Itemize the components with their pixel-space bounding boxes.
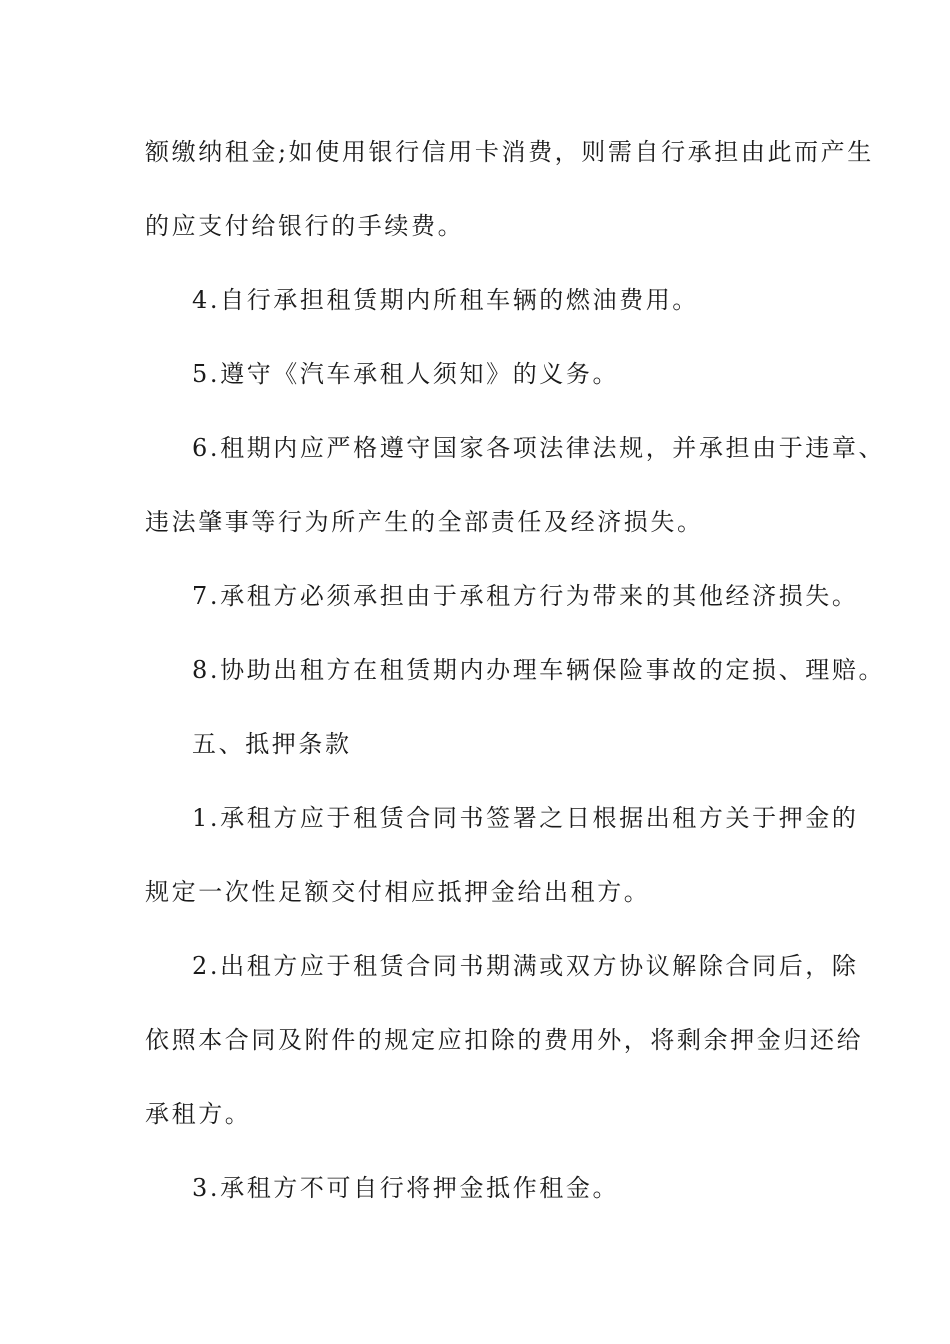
paragraph-line: 违法肇事等行为所产生的全部责任及经济损失。 bbox=[145, 508, 704, 536]
list-item-5: 5.遵守《汽车承租人须知》的义务。 bbox=[192, 360, 620, 388]
list-item-6: 6.租期内应严格遵守国家各项法律法规，并承担由于违章、 bbox=[192, 434, 886, 462]
list-item-8: 8.协助出租方在租赁期内办理车辆保险事故的定损、理赔。 bbox=[192, 656, 886, 684]
paragraph-line: 依照本合同及附件的规定应扣除的费用外，将剩余押金归还给 bbox=[145, 1026, 864, 1054]
section-heading: 五、抵押条款 bbox=[192, 730, 352, 758]
list-item-4: 4.自行承担租赁期内所租车辆的燃油费用。 bbox=[192, 286, 699, 314]
paragraph-line: 承租方。 bbox=[145, 1100, 252, 1128]
list-item-3: 3.承租方不可自行将押金抵作租金。 bbox=[192, 1174, 620, 1202]
list-item-2: 2.出租方应于租赁合同书期满或双方协议解除合同后，除 bbox=[192, 952, 859, 980]
paragraph-line: 的应支付给银行的手续费。 bbox=[145, 212, 465, 240]
paragraph-line: 额缴纳租金;如使用银行信用卡消费，则需自行承担由此而产生 bbox=[145, 138, 874, 166]
paragraph-line: 规定一次性足额交付相应抵押金给出租方。 bbox=[145, 878, 651, 906]
list-item-7: 7.承租方必须承担由于承租方行为带来的其他经济损失。 bbox=[192, 582, 859, 610]
list-item-1: 1.承租方应于租赁合同书签署之日根据出租方关于押金的 bbox=[192, 804, 859, 832]
